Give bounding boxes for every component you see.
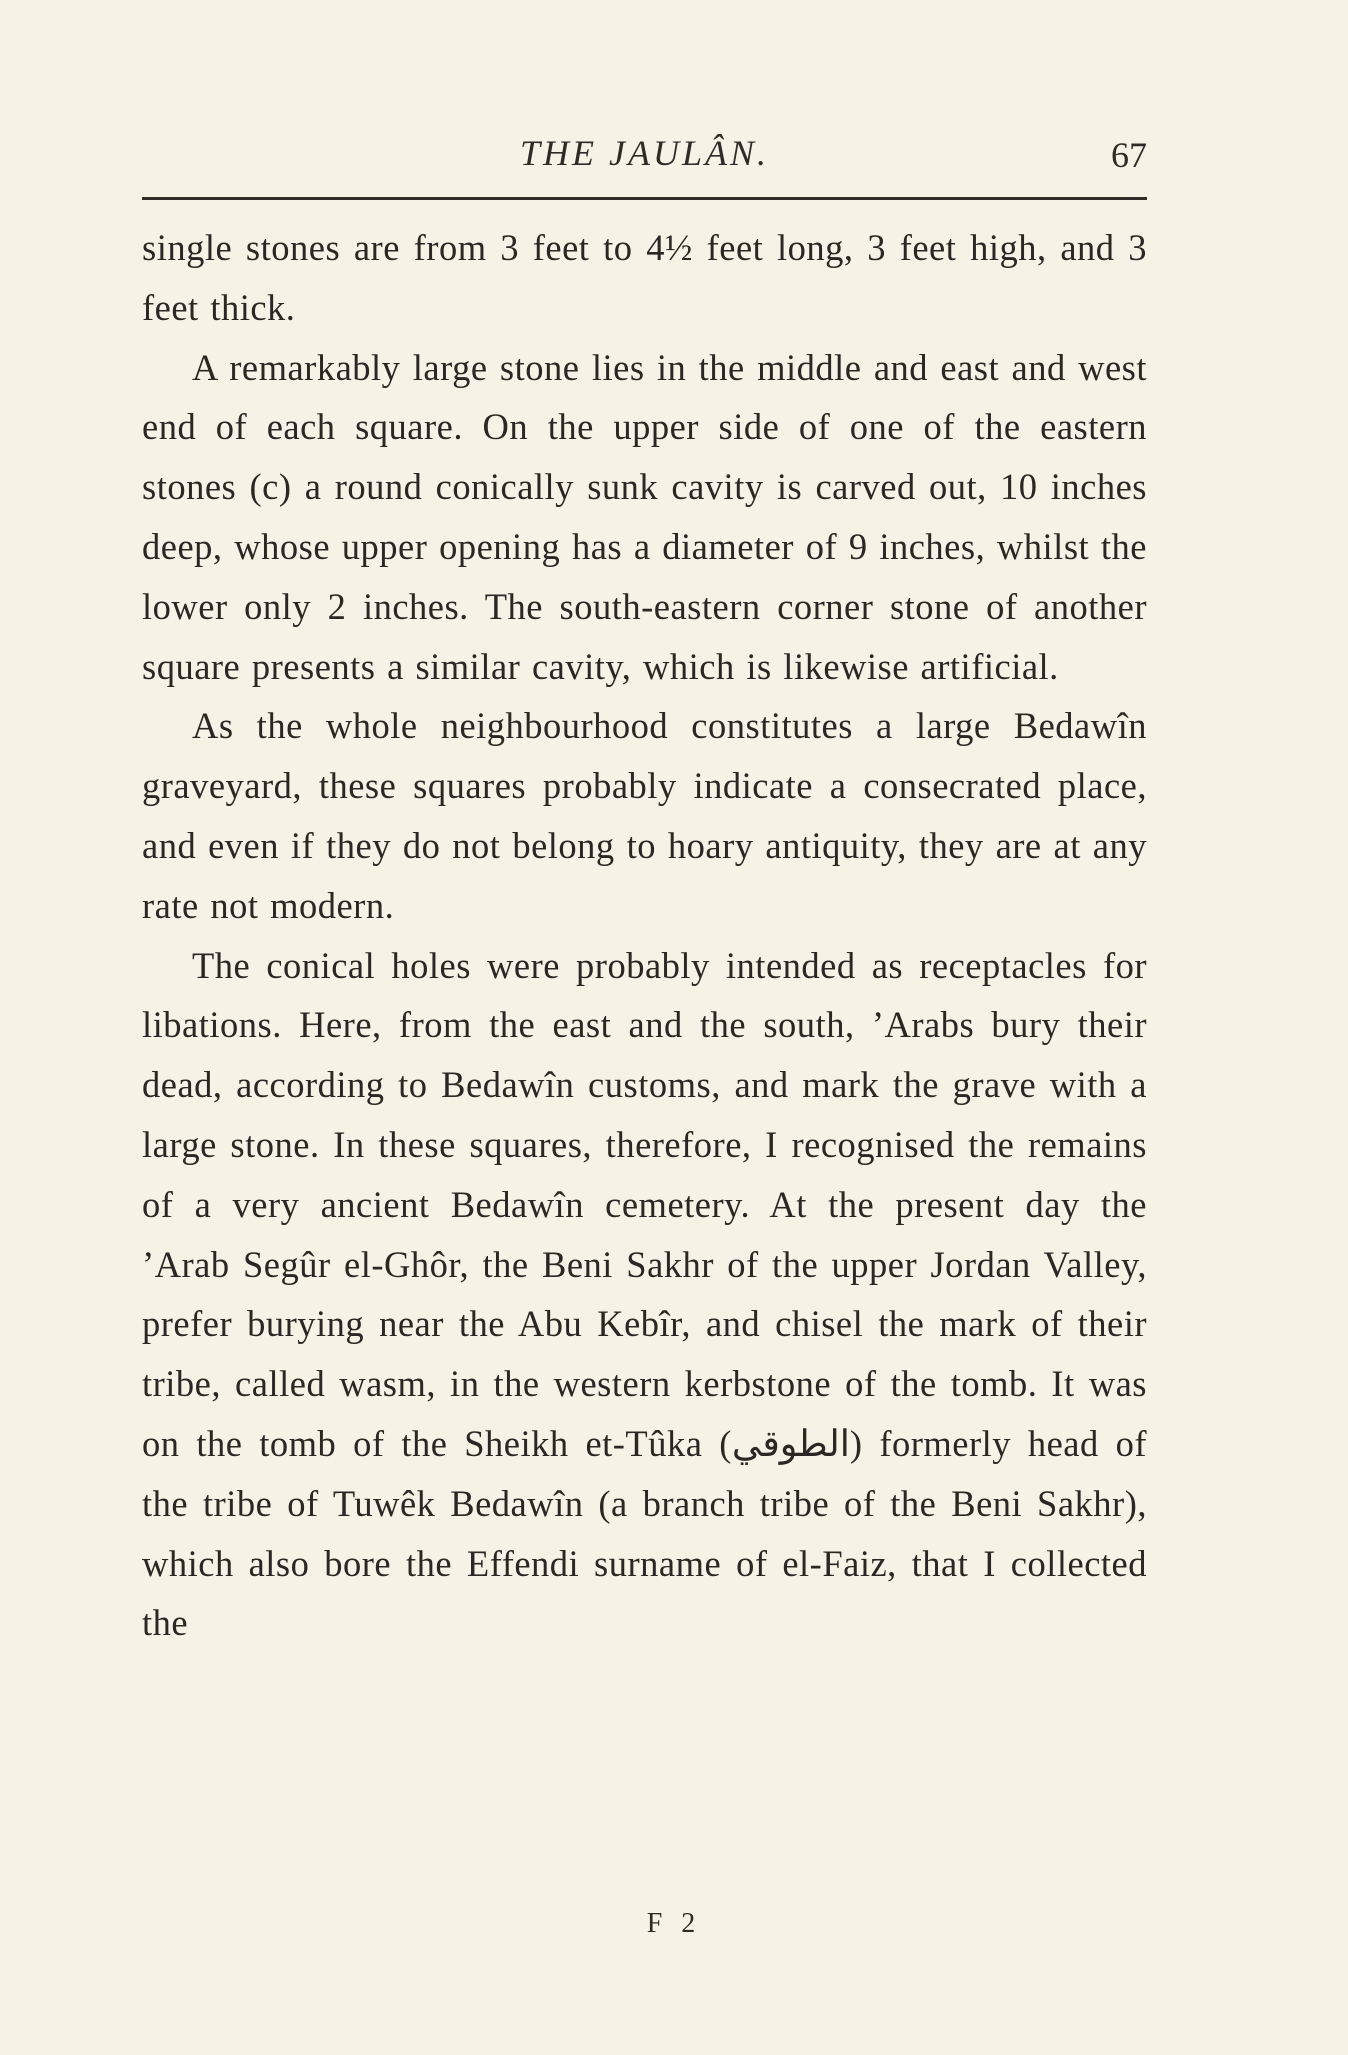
paragraph-large-stone: A remarkably large stone lies in the middle and east and west end of each square. On the upper side of one of the eastern stones (c) a round conically sunk cavity is carved out, 10 inches deep, whose upper opening has a diameter of 9 inches, whilst the lower only 2 inches. The south-eastern corner stone of another square presents a similar cavity, which is likewise artificial. — [142, 346, 1147, 687]
paragraph-continued: single stones are from 3 feet to 4½ feet long, 3 feet high, and 3 feet thick. — [142, 227, 1147, 328]
page-number: 67 — [1111, 135, 1147, 175]
running-title: THE JAULÂN. — [520, 133, 769, 173]
header-rule — [142, 197, 1147, 200]
paragraph-conical-holes: The conical holes were probably intended as receptacles for libations. Here, from the east and the south, ’Arabs bury their dead, according to Bedawîn customs, and mark the grave with a large stone. In these squares, therefore, I recognised the remains of a very ancient Bedawîn cemetery. At the present day the ’Arab Segûr el-Ghôr, the Beni Sakhr of the upper Jordan Valley, prefer burying near the Abu Kebîr, and chisel the mark of their tribe, called wasm, in the western kerbstone of the tomb. It was on the tomb of the Sheikh et-Tûka (الطوقي) formerly head of the tribe of Tuwêk Bedawîn (a branch tribe of the Beni Sakhr), which also bore the Effendi surname of el-Faiz, that I collected the — [142, 944, 1147, 1644]
body-text — [142, 218, 1147, 1653]
signature-mark: F 2 — [646, 1908, 702, 1939]
page-header — [142, 128, 1147, 188]
paragraph-graveyard: As the whole neighbourhood constitutes a large Bedawîn graveyard, these squares probably indicate a consecrated place, and even if they do not belong to hoary antiquity, they are at any rate not modern. — [142, 705, 1147, 926]
